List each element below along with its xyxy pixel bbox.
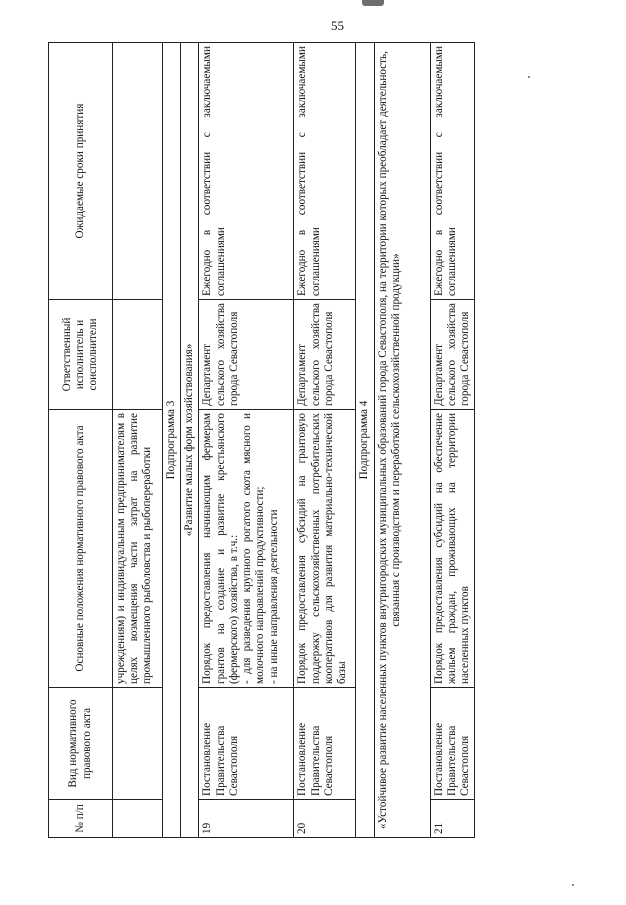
row20-responsible: Департамент сельского хозяйства города Севастополя — [294, 300, 356, 410]
subprogram3-subtitle-row — [181, 43, 199, 838]
cell-num — [113, 800, 163, 838]
row19-provisions-line1: Порядок предоставления начинающим фермерам грантов на создание и развитие крестьянского (фермерского) хозяйства, в т.ч.: — [201, 413, 240, 684]
header-terms: Ожидаемые сроки принятия — [49, 43, 113, 300]
legal-acts-table — [48, 42, 475, 838]
header-kind: Вид нормативного правового акта — [49, 688, 113, 800]
row20-kind: Постановление Правительства Севастополя — [294, 688, 356, 800]
subprogram3-subtitle: «Развитие малых форм хозяйствования» — [181, 43, 199, 838]
row20-provisions: Порядок предоставления субсидий на грантовую поддержку сельскохозяйственных потребительских кооперативов для развития материально-технической базы — [294, 410, 356, 688]
row20-terms: Ежегодно в соответствии с заключаемыми соглашениями — [294, 43, 356, 300]
cell-kind — [113, 688, 163, 800]
header-responsible: Ответственный исполнитель и соисполнители — [49, 300, 113, 410]
page-number: 55 — [331, 18, 344, 33]
row19-responsible: Департамент сельского хозяйства города Севастополя — [199, 300, 294, 410]
row19-provisions-line3: - на иные направления деятельности — [267, 509, 280, 684]
subprogram3-title: Подпрограмма 3 — [163, 43, 181, 838]
row21-responsible: Департамент сельского хозяйства города Севастополя — [430, 300, 475, 410]
cell-terms — [113, 43, 163, 300]
subprogram4-subtitle: «Устойчивое развитие населенных пунктов внутригородских муниципальных образований города Севастополя, на территории которых преобладает деятельность, связанная с производством и переработкой сельскохозяйственной продукции» — [374, 43, 430, 838]
row21-terms: Ежегодно в соответствии с заключаемыми соглашениями — [430, 43, 475, 300]
row19-kind: Постановление Правительства Севастополя — [199, 688, 294, 800]
row21-kind: Постановление Правительства Севастополя — [430, 688, 475, 800]
row19-provisions-line2: - для разведения крупного рогатого скота мясного и молочного направлений продуктивности; — [241, 413, 267, 684]
scan-speck — [572, 884, 574, 886]
table-row-20 — [294, 43, 356, 838]
table-row-21 — [430, 43, 475, 838]
row19-num: 19 — [199, 800, 294, 838]
cell-responsible — [113, 300, 163, 410]
rotated-table-container — [48, 43, 596, 838]
header-num: № п/п — [49, 800, 113, 838]
subprogram4-title: Подпрограмма 4 — [356, 43, 374, 838]
row19-provisions — [199, 410, 294, 688]
subprogram4-title-row — [356, 43, 374, 838]
subprogram4-subtitle-row — [374, 43, 430, 838]
table-header-row — [49, 43, 113, 838]
table-row-19 — [199, 43, 294, 838]
subprogram3-title-row — [163, 43, 181, 838]
row21-num: 21 — [430, 800, 475, 838]
row19-terms: Ежегодно в соответствии с заключаемыми соглашениями — [199, 43, 294, 300]
table-row-continuation — [113, 43, 163, 838]
cell-provisions: учреждениям) и индивидуальным предпринимателям в целях возмещения части затрат на развитие промышленного рыболовства и рыбопереработки — [113, 410, 163, 688]
row21-provisions: Порядок предоставления субсидий на обеспечение жильем граждан, проживающих на территории населенных пунктов — [430, 410, 475, 688]
scan-smudge — [362, 0, 384, 6]
row20-num: 20 — [294, 800, 356, 838]
header-provisions: Основные положения нормативного правового акта — [49, 410, 113, 688]
scan-speck — [528, 76, 530, 78]
